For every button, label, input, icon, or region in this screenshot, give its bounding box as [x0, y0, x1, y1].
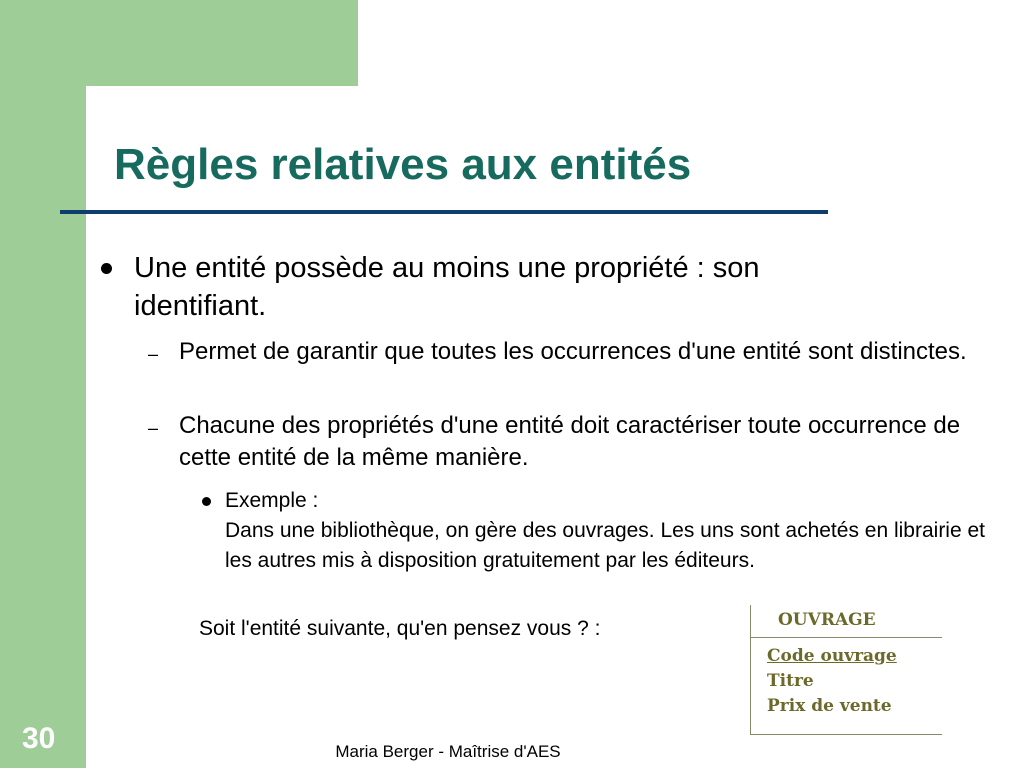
sub-bullet-characterize: Chacune des propriétés d'une entité doit caractériser toute occurrence de cette entité de la même manière. — [179, 412, 961, 471]
green-side-band — [0, 0, 86, 768]
title-underline — [60, 210, 828, 214]
slide-number: 30 — [22, 722, 56, 755]
bullet-icon — [101, 263, 112, 274]
entity-property-title: Titre — [767, 671, 814, 691]
entity-divider — [750, 637, 942, 638]
example-text: Dans une bibliothèque, on gère des ouvrages. Les uns sont achetés en librairie et les autres mis à disposition gratuitement par les éditeurs. — [225, 519, 985, 572]
question-text: Soit l'entité suivante, qu'en pensez vous ? : — [199, 617, 601, 640]
green-top-band — [0, 0, 358, 86]
dash-icon: – — [148, 418, 159, 438]
entity-border-bottom — [750, 734, 942, 735]
slide-title: Règles relatives aux entités — [114, 140, 692, 189]
example-block — [225, 486, 995, 576]
entity-name: OUVRAGE — [778, 610, 876, 630]
bullet-icon — [202, 497, 211, 506]
entity-border-left — [750, 605, 751, 735]
entity-property-price: Prix de vente — [767, 696, 892, 716]
sub-bullet-distinct: Permet de garantir que toutes les occurrences d'une entité sont distinctes. — [179, 338, 967, 365]
dash-icon: – — [148, 344, 159, 364]
bullet-identifier: Une entité possède au moins une propriété : son identifiant. — [134, 252, 760, 322]
example-label: Exemple : — [225, 489, 319, 512]
entity-identifier: Code ouvrage — [767, 646, 897, 666]
footer-text: Maria Berger - Maîtrise d'AES — [335, 742, 561, 761]
entity-ouvrage-box — [750, 605, 942, 735]
